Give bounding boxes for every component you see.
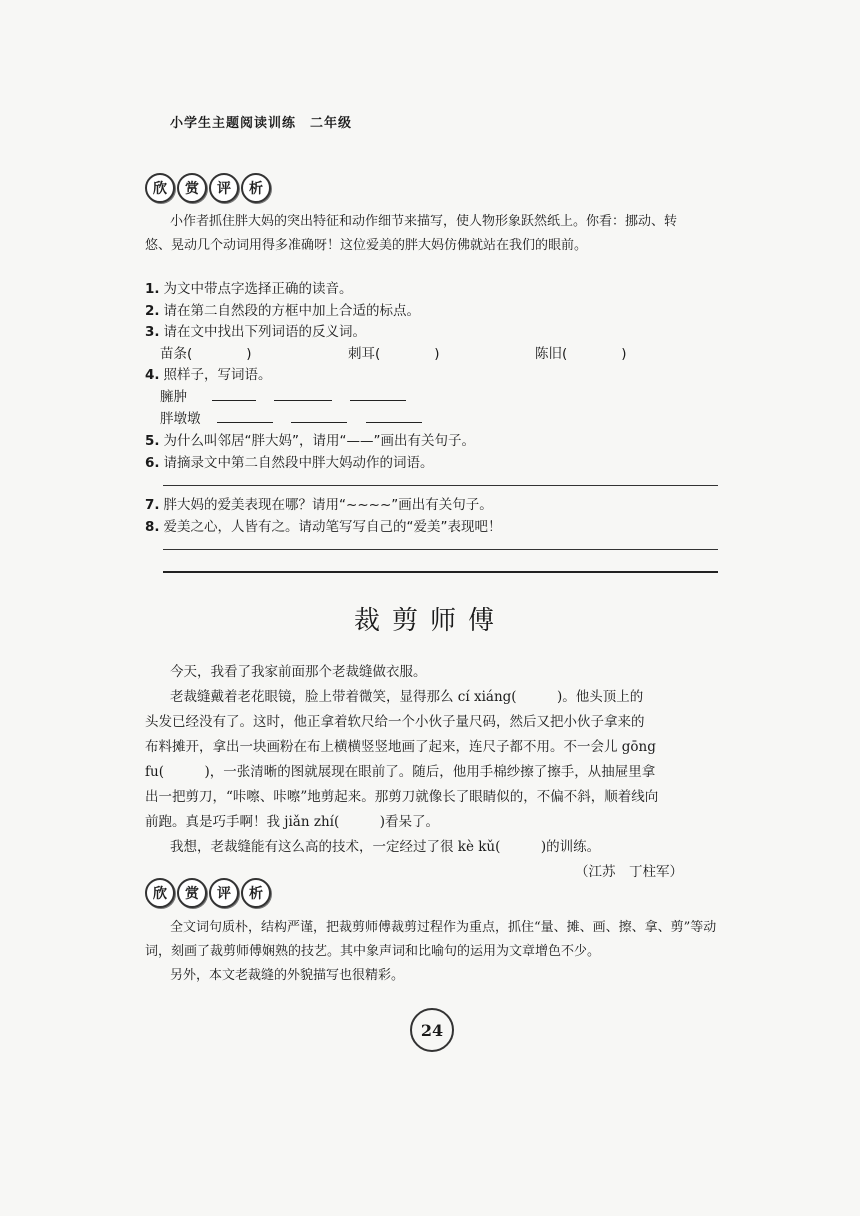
answer-blank[interactable] (291, 408, 347, 423)
question-number: 8. (145, 519, 160, 535)
answer-blank[interactable] (217, 408, 273, 423)
question-number: 7. (145, 497, 160, 513)
answer-line[interactable] (163, 549, 718, 550)
q4-row-2 (160, 407, 436, 427)
question-3 (145, 320, 366, 340)
story-line: fu( )，一张清晰的图就展现在眼前了。随后，他用手棉纱擦了擦手，从抽屉里拿 (145, 764, 656, 780)
story-title: 裁剪师傅 (353, 606, 506, 636)
story-line: 头发已经没有了。这时，他正拿着软尺给一个小伙子量尺码，然后又把小伙子拿来的 (145, 714, 645, 730)
question-1 (145, 277, 353, 297)
question-text: 为文中带点字选择正确的读音。 (163, 281, 353, 297)
question-number: 4. (145, 367, 160, 383)
story-line: 出一把剪刀，“咔嚓、咔嚓”地剪起来。那剪刀就像长了眼睛似的，不偏不斜，顺着线向 (145, 789, 659, 805)
badge-char: 欣 (145, 878, 175, 908)
question-text: 请在第二自然段的方框中加上合适的标点。 (163, 303, 421, 319)
answer-blank[interactable] (366, 408, 422, 423)
question-2 (145, 299, 420, 319)
question-text: 为什么叫邻居“胖大妈”，请用“——”画出有关句子。 (163, 433, 476, 449)
answer-blank[interactable] (274, 386, 332, 401)
question-8 (145, 515, 502, 535)
question-4 (145, 363, 272, 383)
story-line: 前跑。真是巧手啊！我 jiǎn zhí( )看呆了。 (145, 814, 439, 830)
answer-blank[interactable] (212, 386, 256, 401)
analysis2-line3: 另外，本文老裁缝的外貌描写也很精彩。 (170, 968, 405, 983)
question-text: 爱美之心，人皆有之。请动笔写写自己的“爱美”表现吧！ (163, 519, 502, 535)
badge-char: 析 (241, 173, 271, 203)
story-paragraph-3: 我想，老裁缝能有这么高的技术，一定经过了很 kè kǔ( )的训练。 (170, 839, 601, 855)
story-line: 老裁缝戴着老花眼镜，脸上带着微笑，显得那么 cí xiáng( )。他头顶上的 (170, 689, 644, 705)
answer-line[interactable] (163, 571, 718, 573)
question-text: 请在文中找出下列词语的反义词。 (163, 324, 367, 340)
badge-char: 赏 (177, 878, 207, 908)
page-number: 24 (410, 1008, 454, 1052)
running-header: 小学生主题阅读训练 二年级 (170, 116, 353, 131)
question-text: 胖大妈的爱美表现在哪？请用“~~~~”画出有关句子。 (163, 497, 493, 513)
q4-example-word: 臃肿 (160, 389, 187, 405)
question-number: 3. (145, 324, 160, 340)
badge-char: 欣 (145, 173, 175, 203)
badge-char: 赏 (177, 173, 207, 203)
question-5 (145, 429, 475, 449)
story-paragraph-1: 今天，我看了我家前面那个老裁缝做衣服。 (170, 664, 427, 680)
story-author: （江苏 丁柱军） (575, 864, 683, 880)
analysis1-line1: 小作者抓住胖大妈的突出特征和动作细节来描写，使人物形象跃然纸上。你看：挪动、转 (170, 214, 678, 229)
q3-word-1: 苗条( ) (160, 346, 252, 362)
analysis1-line2: 悠、晃动几个动词用得多准确呀！这位爱美的胖大妈仿佛就站在我们的眼前。 (145, 238, 588, 253)
question-number: 5. (145, 433, 160, 449)
q3-word-2: 刺耳( ) (348, 346, 440, 362)
answer-blank[interactable] (350, 386, 406, 401)
badge-char: 评 (209, 878, 239, 908)
story-line: 布料摊开，拿出一块画粉在布上横横竖竖地画了起来，连尺子都不用。不一会儿 gōng (145, 739, 656, 755)
appreciation-badge-1 (145, 173, 271, 203)
answer-line[interactable] (163, 485, 718, 486)
question-text: 照样子，写词语。 (163, 367, 272, 383)
question-number: 1. (145, 281, 160, 297)
appreciation-badge-2 (145, 878, 271, 908)
badge-char: 析 (241, 878, 271, 908)
question-number: 2. (145, 303, 160, 319)
analysis2-line2: 词，刻画了裁剪师傅娴熟的技艺。其中象声词和比喻句的运用为文章增色不少。 (145, 944, 601, 959)
q4-example-word: 胖墩墩 (160, 411, 201, 427)
q4-row-1 (160, 385, 420, 405)
badge-char: 评 (209, 173, 239, 203)
analysis2-line1: 全文词句质朴，结构严谨，把裁剪师傅裁剪过程作为重点，抓住“量、摊、画、擦、拿、剪”等动 (170, 920, 717, 935)
question-7 (145, 493, 493, 513)
question-number: 6. (145, 455, 160, 471)
question-6 (145, 451, 434, 471)
q3-word-3: 陈旧( ) (535, 346, 627, 362)
question-text: 请摘录文中第二自然段中胖大妈动作的词语。 (163, 455, 434, 471)
